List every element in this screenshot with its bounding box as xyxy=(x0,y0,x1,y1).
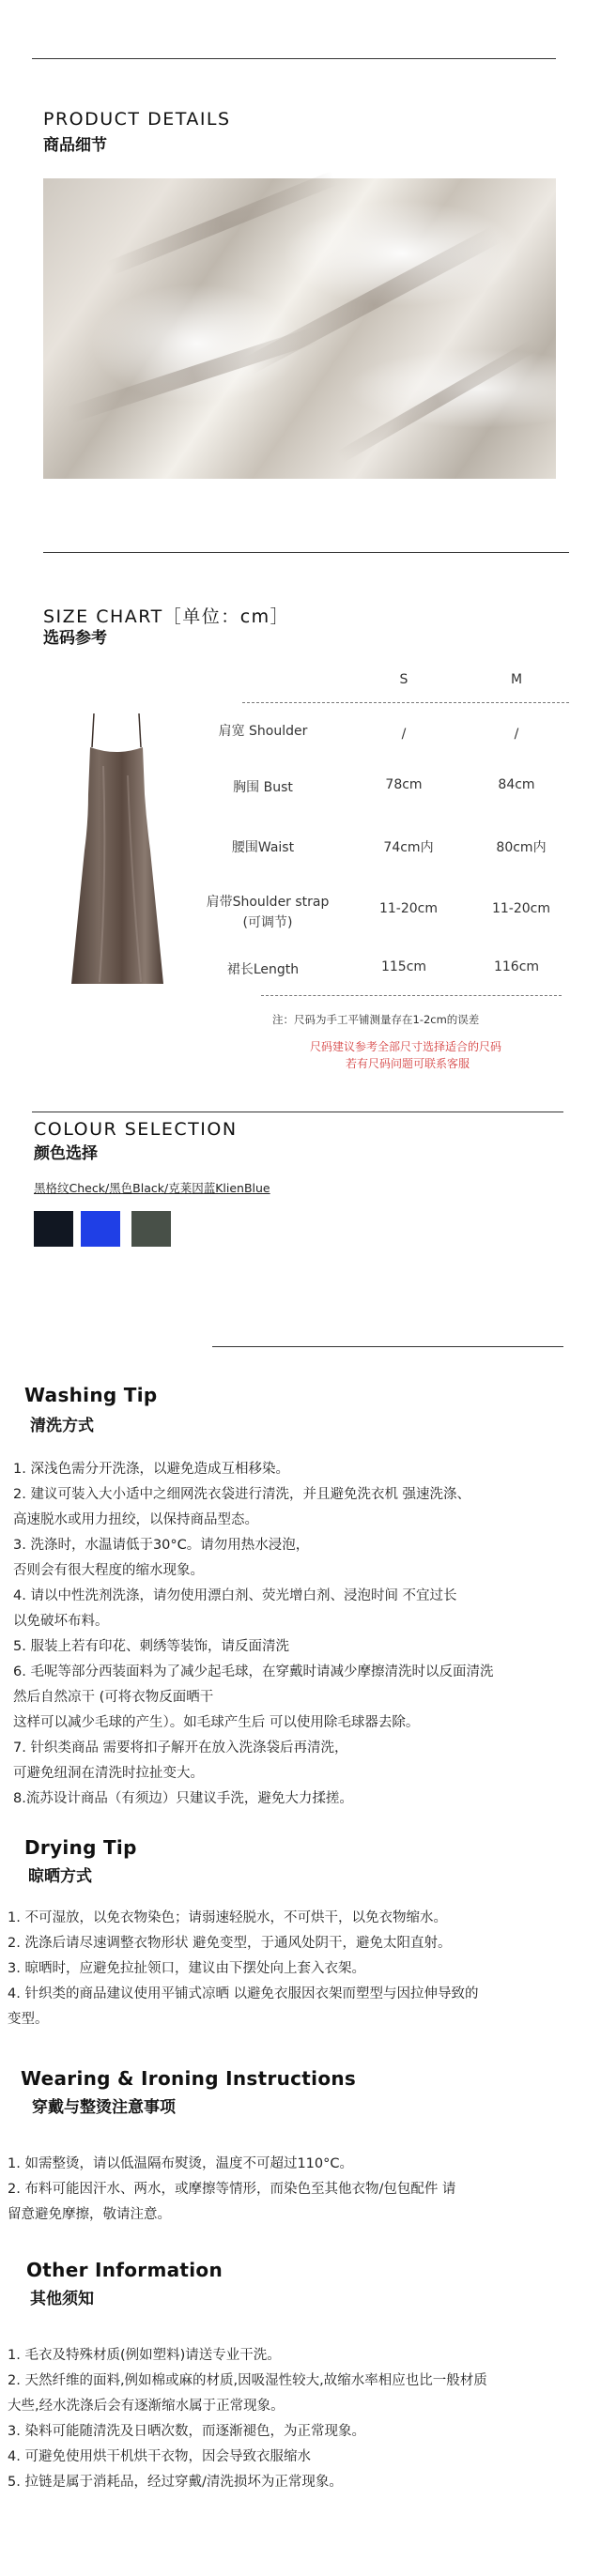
drying-line: 2. 洗涤后请尽速调整衣物形状 避免变型，于通风处阴干，避免太阳直射。 xyxy=(8,1936,452,1951)
size-header-rule xyxy=(242,702,569,703)
fabric-detail-image xyxy=(43,178,556,479)
washing-line: 5. 服装上若有印花、刺绣等装饰，请反面清洗 xyxy=(13,1639,289,1654)
row-length-s: 115cm xyxy=(380,959,427,974)
washing-line: 4. 请以中性洗剂洗涤，请勿使用漂白剂、荧光增白剂、浸泡时间 不宜过长 xyxy=(13,1588,457,1603)
size-footer-rule xyxy=(261,995,562,996)
other-title-en: Other Information xyxy=(26,2259,223,2281)
washing-line: 6. 毛呢等部分西装面料为了减少起毛球，在穿戴时请减少摩擦清洗时以反面清洗 xyxy=(13,1664,494,1679)
drying-list xyxy=(8,1906,592,2032)
row-label-strap-note: (可调节) xyxy=(242,915,293,930)
row-length-m: 116cm xyxy=(493,959,540,974)
other-line: 4. 可避免使用烘干机烘干衣物，因会导致衣服缩水 xyxy=(8,2449,311,2464)
other-title-zh: 其他须知 xyxy=(30,2290,94,2308)
swatch-klein-blue[interactable] xyxy=(81,1211,120,1247)
row-label-strap: 肩带Shoulder strap xyxy=(206,895,330,910)
swatch-black[interactable] xyxy=(131,1211,171,1247)
row-bust-s: 78cm xyxy=(385,777,423,792)
row-shoulder-s: / xyxy=(401,727,407,742)
drying-line: 1. 不可湿放，以免衣物染色；请弱速轻脱水，不可烘干，以免衣物缩水。 xyxy=(8,1910,447,1925)
row-waist-s: 74cm内 xyxy=(383,840,434,855)
size-chart-title-zh: 选码参考 xyxy=(43,629,107,648)
size-chart-title-en: SIZE CHART［单位：cm］ xyxy=(43,606,290,627)
size-col-m: M xyxy=(510,672,523,687)
row-label-shoulder: 肩宽 Shoulder xyxy=(218,724,308,739)
colour-title-en: COLOUR SELECTION xyxy=(34,1119,238,1140)
other-list xyxy=(8,2343,592,2495)
row-shoulder-m: / xyxy=(514,727,519,742)
row-label-waist: 腰围Waist xyxy=(231,840,295,855)
other-line: 2. 天然纤维的面料,例如棉或麻的材质,因吸湿性较大,故缩水率相应也比一般材质 xyxy=(8,2373,487,2388)
washing-title-en: Washing Tip xyxy=(24,1384,158,1406)
drying-line: 4. 针织类的商品建议使用平铺式凉晒 以避免衣服因衣架而塑型与因拉伸导致的 xyxy=(8,1986,479,2001)
washing-list xyxy=(13,1457,592,1812)
other-line: 5. 拉链是属于消耗品，经过穿戴/清洗损坏为正常现象。 xyxy=(8,2475,343,2490)
colour-caption: 黑格纹Check/黑色Black/克莱因蓝KlienBlue xyxy=(34,1181,270,1195)
wearing-list xyxy=(8,2152,592,2228)
product-details-title-zh: 商品细节 xyxy=(43,136,107,155)
row-label-bust: 胸围 Bust xyxy=(233,780,293,795)
size-note: 注：尺码为手工平铺测量存在1-2cm的误差 xyxy=(272,1013,480,1026)
washing-line: 然后自然凉干 (可将衣物反面晒干 xyxy=(13,1690,214,1705)
wearing-line: 1. 如需整烫，请以低温隔布熨烫，温度不可超过110°C。 xyxy=(8,2156,353,2171)
drying-line: 变型。 xyxy=(8,2012,49,2027)
row-bust-m: 84cm xyxy=(498,777,535,792)
other-line: 1. 毛衣及特殊材质(例如塑料)请送专业干洗。 xyxy=(8,2348,281,2363)
colour-title-zh: 颜色选择 xyxy=(34,1144,98,1163)
row-strap-s: 11-20cm xyxy=(378,901,438,916)
washing-line: 1. 深浅色需分开洗涤，以避免造成互相移染。 xyxy=(13,1462,289,1477)
wearing-title-en: Wearing & Ironing Instructions xyxy=(21,2067,357,2090)
washing-line: 以免破坏布料。 xyxy=(13,1614,109,1629)
washing-line: 3. 洗涤时，水温请低于30°C。请勿用热水浸泡， xyxy=(13,1538,310,1553)
divider-4 xyxy=(212,1346,563,1347)
size-warning-2: 若有尺码问题可联系客服 xyxy=(346,1057,470,1070)
washing-line: 否则会有很大程度的缩水现象。 xyxy=(13,1563,204,1578)
product-details-title-en: PRODUCT DETAILS xyxy=(43,109,231,130)
drying-title-en: Drying Tip xyxy=(24,1836,137,1859)
swatch-check[interactable] xyxy=(34,1211,73,1247)
drying-line: 3. 晾晒时，应避免拉扯领口，建议由下摆处向上套入衣架。 xyxy=(8,1961,365,1976)
dress-image xyxy=(66,710,169,991)
washing-line: 8.流苏设计商品（有须边）只建议手洗，避免大力揉搓。 xyxy=(13,1791,353,1806)
row-label-length: 裙长Length xyxy=(226,962,300,977)
washing-line: 2. 建议可装入大小适中之细网洗衣袋进行清洗，并且避免洗衣机 强速洗涤、 xyxy=(13,1487,471,1502)
size-col-s: S xyxy=(399,672,408,687)
washing-title-zh: 清洗方式 xyxy=(30,1417,94,1435)
washing-line: 7. 针织类商品 需要将扣子解开在放入洗涤袋后再清洗， xyxy=(13,1740,348,1756)
wearing-title-zh: 穿戴与整烫注意事项 xyxy=(32,2098,176,2117)
other-line: 大些,经水洗涤后会有逐渐缩水属于正常现象。 xyxy=(8,2399,285,2414)
other-line: 3. 染料可能随清洗及日晒次数，而逐渐褪色，为正常现象。 xyxy=(8,2424,365,2439)
top-divider xyxy=(32,58,556,59)
divider-2 xyxy=(43,552,569,553)
wearing-line: 2. 布料可能因汗水、两水，或摩擦等情形，而染色至其他衣物/包包配件 请 xyxy=(8,2182,456,2197)
washing-line: 可避免纽洞在清洗时拉扯变大。 xyxy=(13,1766,204,1781)
wearing-line: 留意避免摩擦，敬请注意。 xyxy=(8,2207,171,2222)
drying-title-zh: 晾晒方式 xyxy=(28,1867,92,1886)
washing-line: 高速脱水或用力扭绞，以保持商品型态。 xyxy=(13,1512,258,1527)
washing-line: 这样可以减少毛球的产生）。如毛球产生后 可以使用除毛球器去除。 xyxy=(13,1715,420,1730)
row-waist-m: 80cm内 xyxy=(496,840,547,855)
size-warning-1: 尺码建议参考全部尺寸选择适合的尺码 xyxy=(310,1040,502,1053)
row-strap-m: 11-20cm xyxy=(491,901,550,916)
